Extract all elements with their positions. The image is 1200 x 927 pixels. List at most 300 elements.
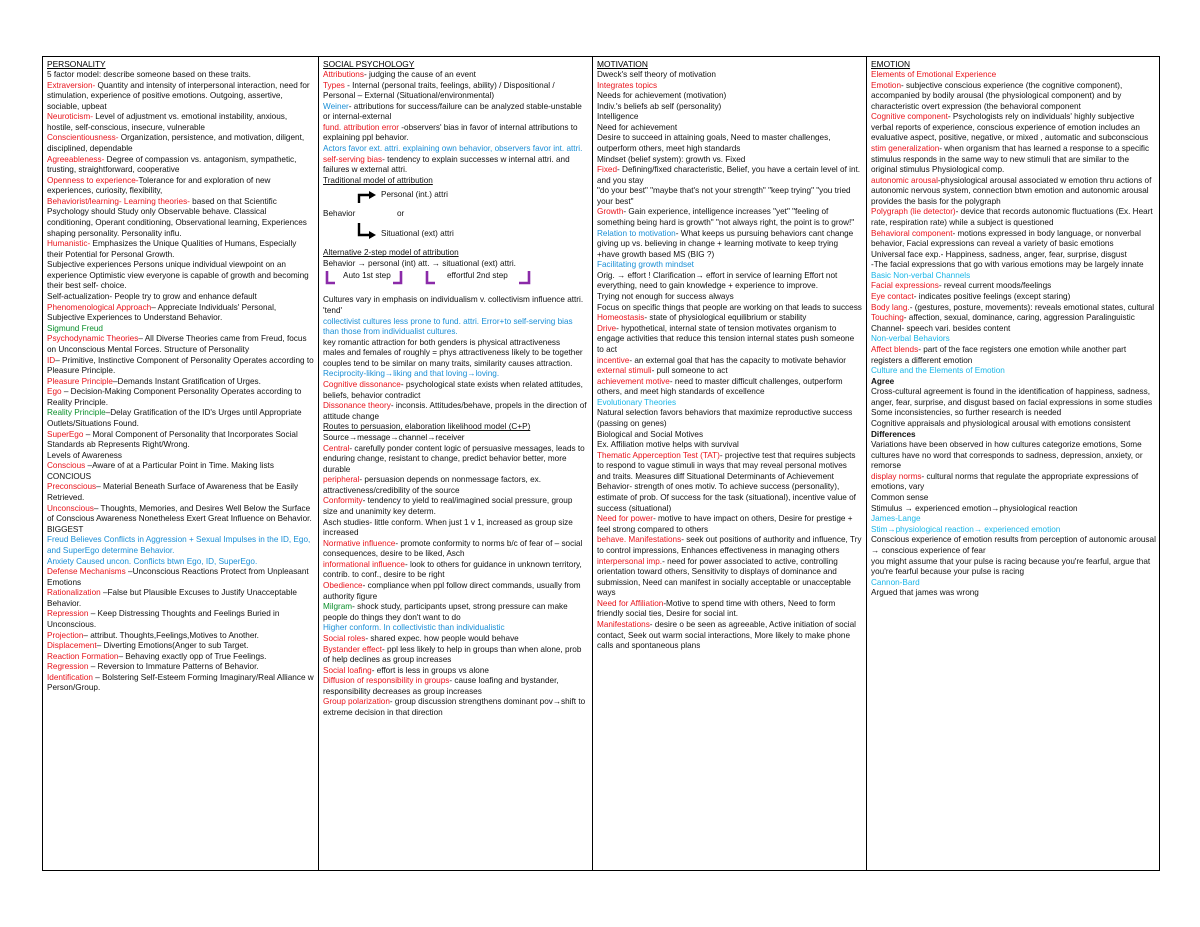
note-term: Actors favor ext. attri. explaining own behavior, observers favor int. attri. (323, 143, 583, 153)
note-term: Dissonance theory (323, 401, 391, 411)
note-text: -Motive to spend time with others, Need to form friendly social ties, Desire for social int. (597, 598, 836, 619)
note-line (323, 697, 588, 718)
note-line (47, 387, 314, 408)
note-term: Neuroticism- (47, 112, 93, 122)
note-line (597, 599, 862, 620)
note-line (47, 609, 314, 630)
note-line (323, 155, 588, 176)
note-text: - shock study, participants upset, strong pressure can make people do things they don't want to do (323, 602, 568, 622)
note-term: Eye contact (871, 292, 914, 302)
note-line (871, 70, 1157, 81)
note-text: – Appreciate Individuals' Personal, Subjective Experiences to Understand Behavior. (47, 302, 277, 323)
note-term: Subjective experiences Persons unique individual viewpoint on an experience Optimistic view everyone is capable of growth and becoming their best self- choice. (47, 260, 309, 291)
note-term: Traditional model of attribution (323, 175, 433, 185)
note-term: Cognitive component (871, 112, 948, 122)
column-title: PERSONALITY (47, 59, 106, 69)
note-term: Ex. Affiliation motive helps with survival (597, 440, 739, 450)
note-term: Reciprocity-liking→liking and that loving→loving. (323, 369, 500, 379)
note-term: Ego (47, 387, 62, 397)
step-1-label: Auto 1st step (343, 271, 391, 281)
note-line (323, 581, 588, 602)
note-line (47, 260, 314, 292)
note-line (871, 377, 1157, 388)
note-line (47, 70, 314, 81)
note-text: -physiological arousal associated w emotion thru actions of autonomic nervous system, connection btwn emotion and autonomic arousal provides the basis for the polygraph (871, 175, 1152, 206)
note-text: - device that records autonomic fluctuations (Ex. Heart rate, respiration rate) while a subject is questioned (871, 207, 1153, 228)
note-term: Obedience (323, 581, 363, 591)
note-term: peripheral (323, 475, 360, 485)
note-text: - cultural norms that regulate the appropriate expressions of emotions, vary (871, 471, 1139, 492)
note-line (323, 401, 588, 422)
note-term: Integrates topics (597, 80, 658, 90)
note-line (597, 408, 862, 429)
or-label: or (397, 209, 405, 219)
note-term: Cannon-Bard (871, 577, 920, 587)
note-term: Regression (47, 662, 89, 672)
note-term: Agreeableness- (47, 154, 105, 164)
note-term: Some inconsistencies, so further research is needed (871, 408, 1062, 418)
note-line (597, 451, 862, 514)
note-term: Conformity (323, 496, 363, 506)
note-text: - motions expressed in body language, or nonverbal behavior, Facial expressions can reveal a variety of basic emotions (871, 228, 1141, 249)
note-line (323, 496, 588, 517)
note-line (47, 673, 314, 694)
step-2-label: effortful 2nd step (447, 271, 508, 281)
note-line (47, 557, 314, 568)
note-term: Focus on specific things that people are working on that leads to success (597, 302, 862, 312)
note-term: Extraversion- (47, 80, 96, 90)
note-text: - Internal (personal traits, feelings, ability) / Dispositional / Personal – External (Situational/environmental) (323, 80, 555, 101)
note-term: Intelligence (597, 112, 639, 122)
note-line (323, 102, 588, 123)
note-term: Homeostasis (597, 313, 645, 323)
note-text: – Diverting Emotions(Anger to sub Target. (96, 641, 249, 651)
note-text: - need for power associated to active, controlling orientation toward others, Sensitivity to displays of dominance and submission, Need can manifest in socially acceptable or unacceptable ways (597, 556, 851, 598)
note-line (597, 557, 862, 599)
note-line (871, 176, 1157, 208)
note-line (871, 281, 1157, 292)
note-text: - subjective conscious experience (the cognitive component), accompanied by bodily arousal (the physiological component) and by characteristic overt expression (the behavioral component (871, 80, 1123, 111)
note-line (871, 430, 1157, 441)
note-term: Self-actualization- People try to grow and enhance default (47, 292, 257, 302)
note-line (47, 176, 314, 197)
note-line (871, 557, 1157, 578)
note-term: Behaviorist/learning- Learning theories- (47, 196, 190, 206)
note-term: Orig. → effort ! Clarification→ effort in service of learning Effort not everything, need to gain knowledge + experience to improve. (597, 270, 838, 291)
note-line (47, 133, 314, 154)
note-line (47, 377, 314, 388)
note-term: Humanistic- (47, 239, 91, 249)
note-term: Cognitive dissonance (323, 380, 401, 390)
column-body (47, 70, 314, 694)
note-term: Sigmund Freud (47, 323, 103, 333)
note-line (47, 504, 314, 536)
note-term: Pleasure Principle (47, 376, 113, 386)
note-line (323, 444, 588, 476)
note-text: - ppl less likely to help in groups than when alone, prob of help declines as group increases (323, 644, 582, 665)
note-term: Normative influence (323, 538, 396, 548)
note-line (597, 620, 862, 652)
note-term: Evolutionary Theories (597, 397, 677, 407)
note-term: Weiner (323, 101, 349, 111)
note-term: Cognitive appraisals and physiological arousal with emotions consistent (871, 419, 1131, 428)
note-text: - motive to have impact on others, Desire for prestige + feel strong compared to others (597, 514, 853, 534)
note-text: - desire o be seen as agreeable, Active initiation of social contact, Seek out warm social interactions, More likely to make phone calls and spontaneous plans (597, 619, 856, 651)
note-line (871, 303, 1157, 314)
note-term: Routes to persuasion, elaboration likelihood model (C+P) (323, 422, 531, 432)
note-text: – All Diverse Theories came from Freud, focus on Unconscious Mental Forces. Structure of Personality (47, 334, 307, 354)
note-line (47, 662, 314, 673)
note-line (323, 317, 588, 338)
column-personality (43, 57, 319, 870)
note-line (597, 155, 862, 166)
note-line (597, 398, 862, 409)
note-line (47, 567, 314, 588)
note-term: external stimuli (597, 366, 652, 376)
note-line (871, 271, 1157, 282)
note-text: - compliance when ppl follow direct commands, usually from authority figure (323, 581, 581, 601)
note-term: Need for achievement (597, 122, 678, 132)
note-line (597, 313, 862, 324)
note-term: achievement motive (597, 376, 670, 386)
note-line (871, 229, 1157, 250)
note-line (323, 369, 588, 380)
note-line (47, 535, 314, 556)
note-text: - part of the face registers one emotion while another part registers a different emotion (871, 344, 1127, 365)
note-term: Needs for achievement (motivation) (597, 91, 727, 101)
note-line (323, 338, 588, 349)
note-line (47, 155, 314, 176)
note-term: collectivist cultures less prone to fund. attri. Error+to self-serving bias than those from individualist cultures. (323, 316, 573, 337)
note-line (871, 260, 1157, 271)
note-line (871, 472, 1157, 493)
note-text: - look to others for guidance in unknown territory, contrib. to conf., desire to be right (323, 559, 582, 580)
note-line (47, 451, 314, 462)
note-line (597, 514, 862, 535)
note-line (47, 356, 314, 377)
note-term: key romantic attraction for both genders is physical attractiveness (323, 337, 561, 347)
note-text: - affection, sexual, dominance, caring, aggression Paralinguistic Channel- speech vari. besides content (871, 313, 1135, 333)
note-text: - hypothetical, internal state of tension motivates organism to engage activities that reduce this tension internal states push someone to act (597, 323, 855, 354)
note-term: "do your best" "maybe that's not your strength" "keep trying" "you tried your best" (597, 186, 851, 206)
note-text: - shared expec. how people would behave (365, 633, 519, 643)
column-title: EMOTION (871, 59, 911, 69)
note-term: Biological and Social Motives (597, 429, 704, 439)
note-text: – Primitive, Instinctive Component of Personality Operates according to Pleasure Principle. (47, 355, 314, 376)
note-line (871, 578, 1157, 589)
note-line (871, 207, 1157, 228)
note-text: - an external goal that has the capacity to motivate behavior (629, 355, 846, 365)
note-term: Emotion (871, 80, 902, 90)
note-term: Reality Principle (47, 408, 106, 418)
note-text: – Bolstering Self-Esteem Forming Imaginary/Real Alliance w Person/Group. (47, 672, 314, 693)
note-term: Variations have been observed in how cultures categorize emotions, Some cultures have no word that corresponds to sadness, depression, anxiety, or remorse (871, 440, 1143, 471)
note-line (323, 634, 588, 645)
note-line (597, 271, 862, 292)
note-text: –Unconscious Reactions Protect from Unpleasant Emotions (47, 567, 309, 587)
note-line (597, 133, 862, 154)
note-line (323, 123, 588, 144)
note-term: Asch studies- little conform. When just 1 v 1, increased as group size increased (323, 517, 573, 538)
note-line (323, 539, 588, 560)
note-term: Milgram (323, 602, 353, 612)
note-term: Cultures vary in emphasis on individualism v. collectivism influence attri. 'tend' (323, 295, 584, 316)
note-text: - when organism that has learned a response to a specific stimulus responds in the same way to new stimuli that are similar to the original stimulus Physiological comp. (871, 143, 1150, 175)
note-term: self-serving bias (323, 154, 383, 164)
note-line (323, 676, 588, 697)
note-term: Central (323, 443, 350, 453)
note-line (47, 652, 314, 663)
note-line (323, 623, 588, 634)
note-term: Drive (597, 323, 617, 333)
note-line (47, 461, 314, 482)
note-term: Bystander effect (323, 644, 383, 654)
note-line (871, 144, 1157, 176)
cheat-sheet (42, 56, 1160, 871)
note-term: Natural selection favors behaviors that maximize reproductive success (passing on genes) (597, 408, 853, 428)
column-body-continued (323, 295, 588, 718)
attribution-diagram (323, 187, 588, 247)
note-term: Reaction Formation (47, 651, 119, 661)
note-term: Source→message→channel→receiver (323, 432, 465, 442)
note-term: informational influence (323, 559, 405, 569)
note-term: Affect blends (871, 344, 919, 354)
note-text: - promote conformity to norms b/c of fear of – social consequences, desire to be liked, Asch (323, 538, 583, 559)
note-term: Diffusion of responsibility in groups (323, 676, 450, 686)
note-term: Need for power (597, 514, 653, 524)
note-line (871, 345, 1157, 366)
note-text: - judging the cause of an event (363, 69, 476, 79)
note-text: –Aware of at a Particular Point in Time. Making lists CONCIOUS (47, 461, 274, 481)
note-text: - tendency to explain successes w internal attri. and failures w external attri. (323, 154, 570, 175)
note-line (871, 313, 1157, 334)
note-term: stim generalization (871, 143, 940, 153)
note-text: Level of adjustment vs. emotional instability, anxious, hostile, self-conscious, insecure, vulnerable (47, 112, 288, 132)
note-term: Displacement (47, 641, 97, 651)
note-term: Types (323, 80, 345, 90)
note-line (323, 475, 588, 496)
note-line (47, 408, 314, 429)
note-line (323, 602, 588, 623)
note-line (597, 377, 862, 398)
note-term: Thematic Apperception Test (TAT) (597, 450, 720, 460)
note-term: 5 factor model: describe someone based on these traits. (47, 69, 251, 79)
alternative-model-title: Alternative 2-step model of attribution (323, 248, 459, 258)
note-text: - pull someone to act (651, 366, 728, 376)
note-text: - need to master difficult challenges, outperform others, and meet high standards of excellence (597, 376, 843, 397)
note-term: Body lang. (871, 302, 910, 312)
note-term: Agree (871, 376, 895, 386)
note-line (597, 81, 862, 92)
note-text: Emphasizes the Unique Qualities of Humans, Especially their Potential for Personal Growth. (47, 239, 297, 259)
note-text: - indicates positive feelings (except staring) (913, 292, 1071, 302)
note-text: - (gestures, posture, movements): reveals emotional states, cultural (909, 302, 1155, 312)
note-line (871, 387, 1157, 408)
note-line (323, 176, 588, 187)
note-line (323, 144, 588, 155)
note-text: Organization, persistence, and motivation, diligent, disciplined, dependable (47, 133, 305, 153)
note-term: Group polarization (323, 697, 390, 707)
note-text: Quantity and intensity of interpersonal interaction, need for stimulation, experience of positive emotions. Outgoing, assertive, sociable, upbeat (47, 80, 310, 111)
note-line (323, 645, 588, 666)
note-line (323, 380, 588, 401)
note-line (47, 197, 314, 239)
note-term: Anxiety Caused uncon. Conflicts btwn Ego, ID, SuperEgo. (47, 556, 258, 566)
note-line (323, 666, 588, 677)
note-line (597, 356, 862, 367)
note-line (597, 292, 862, 303)
note-line (47, 324, 314, 335)
note-term: display norms (871, 471, 922, 481)
note-term: couples tend to be similar on many traits, similarity causes attraction. (323, 358, 573, 368)
note-term: Social loafing (323, 665, 372, 675)
note-term: Freud Believes Conflicts in Aggression + Sexual Impulses in the ID, Ego, and SuperEgo determine Behavior. (47, 535, 311, 555)
note-text: - persuasion depends on nonmessage factors, ex. attractiveness/credibility of the source (323, 475, 542, 495)
note-term: Conscious (47, 461, 86, 471)
note-line (597, 70, 862, 81)
note-line (871, 588, 1157, 599)
note-text: - cause loafing and bystander, responsibility decreases as group increases (323, 676, 559, 696)
note-term: Indiv.'s beliefs ab self (personality) (597, 101, 722, 111)
note-term: Facilitating growth mindset (597, 260, 694, 270)
note-term: Polygraph (lie detector) (871, 207, 956, 217)
note-line (597, 440, 862, 451)
note-line (597, 186, 862, 207)
note-line (871, 440, 1157, 472)
note-term: Attributions (323, 69, 364, 79)
note-text: based on that Scientific Psychology should Study only Observable behave. Classical conditioning, Operant conditioning, Observational learning, Experiences shaping personality. Personality influ. (47, 196, 307, 238)
note-text: - state of physiological equilibrium or stability (644, 313, 807, 323)
note-line (597, 207, 862, 228)
note-line (871, 419, 1157, 430)
note-term: fund. attribution error (323, 122, 400, 132)
note-line (47, 303, 314, 324)
note-term: Facial expressions (871, 281, 939, 291)
note-term: Social roles (323, 633, 366, 643)
note-term: Rationalization (47, 588, 101, 598)
note-text: - psychological state exists when related attitudes, beliefs, behavior contradict (323, 380, 583, 400)
note-line (47, 81, 314, 113)
note-line (871, 334, 1157, 345)
note-term: Conscientiousness- (47, 133, 119, 143)
note-line (323, 518, 588, 539)
note-term: James-Lange (871, 514, 921, 524)
note-text: - What keeps us pursuing behaviors cant change giving up vs. believing in change + learning motivate to keep trying +have growth based MS (BIG ?) (597, 228, 854, 259)
note-term: Dweck's self theory of motivation (597, 69, 716, 79)
note-line (597, 91, 862, 102)
note-text: -observers' bias in favor of internal attributions to explaining ppl behavior. (323, 122, 578, 143)
note-text: - reveal current moods/feelings (938, 281, 1052, 291)
note-line (597, 102, 862, 113)
note-line (871, 408, 1157, 419)
note-term: Need for Affiliation (597, 598, 664, 608)
note-term: Trying not enough for success always (597, 292, 734, 302)
column-body (323, 70, 588, 186)
note-term: Phenomenological Approach (47, 302, 152, 312)
note-line (47, 430, 314, 451)
note-line (871, 250, 1157, 261)
note-line (871, 292, 1157, 303)
note-line (871, 112, 1157, 144)
note-line (597, 366, 862, 377)
note-text: –Delay Gratification of the ID's Urges until Appropriate Outlets/Situations Found. (47, 408, 302, 428)
note-text: - attributions for success/failure can be analyzed stable-unstable or internal-external (323, 101, 582, 122)
note-term: Projection (47, 630, 84, 640)
note-line (47, 588, 314, 609)
note-term: Higher conform. In collectivistic than individualistic (323, 623, 505, 633)
note-term: Touching (871, 313, 904, 323)
note-text: - Gain experience, intelligence increases "yet" "feeling of something being hard is growth" "not always right, the point is to grow!" (597, 207, 855, 228)
note-term: Stimulus → experienced emotion→physiological reaction (871, 503, 1078, 513)
column-motivation (593, 57, 867, 870)
note-term: Conscious experience of emotion results from perception of autonomic arousal → conscious experience of fear (871, 535, 1156, 555)
note-line (47, 641, 314, 652)
note-term: Preconscious (47, 482, 97, 492)
note-term: Culture and the Elements of Emotion (871, 366, 1005, 376)
note-term: Universal face exp.- Happiness, sadness, anger, fear, surprise, disgust (871, 249, 1127, 259)
note-line (47, 239, 314, 260)
personal-attribution-label: Personal (int.) attri (381, 190, 448, 200)
note-line (597, 324, 862, 356)
note-text: - inconsis. Attitudes/behave, propels in the direction of attitude change (323, 401, 587, 421)
note-line (323, 295, 588, 316)
note-term: Openness to experience- (47, 175, 139, 185)
note-line (597, 112, 862, 123)
column-title: SOCIAL PSYCHOLOGY (323, 59, 415, 69)
note-term: Defense Mechanisms (47, 567, 126, 577)
note-line (871, 525, 1157, 536)
note-line (47, 112, 314, 133)
alternative-model-line: Behavior → personal (int) att. → situational (ext) attri. (323, 258, 516, 268)
note-line (47, 292, 314, 303)
note-line (871, 535, 1157, 556)
column-title: MOTIVATION (597, 59, 648, 69)
note-line (47, 631, 314, 642)
note-term: males and females of roughly = phys attractiveness likely to be together (323, 348, 583, 358)
note-text: – Behaving exactly opp of True Feelings. (118, 651, 267, 661)
alternative-model-steps (323, 269, 588, 295)
note-term: autonomic arousal (871, 175, 938, 185)
note-text: - carefully ponder content logic of persuasive messages, leads to enduring change, resistant to change, predict behavior better, more durable (323, 443, 585, 474)
note-text: - Psychologists rely on individuals' highly subjective verbal reports of experience, conscious experience of emotion includes an evaluative aspect, positive, negative, or mixed , automatic and subconscious (871, 112, 1149, 143)
note-line (597, 229, 862, 261)
note-text: – Decision-Making Component Personality Operates according to Reality Principle. (47, 387, 302, 407)
column-body (597, 70, 862, 652)
note-text: - effort is less in groups vs alone (371, 665, 489, 675)
note-text: Tolerance for and exploration of new experiences, curiosity, flexibility, (47, 175, 271, 196)
note-line (871, 504, 1157, 515)
note-line (597, 430, 862, 441)
note-term: incentive (597, 355, 630, 365)
note-line (871, 514, 1157, 525)
note-line (871, 81, 1157, 113)
note-text: - tendency to yield to real/imagined social pressure, group size and unanimity key determ. (323, 496, 573, 516)
note-text: - group discussion strengthens dominant pov→shift to extreme decision in that direction (323, 697, 586, 717)
note-line (597, 535, 862, 556)
note-line (323, 70, 588, 81)
note-term: ID (47, 355, 56, 365)
note-term: Non-verbal Behaviors (871, 334, 950, 344)
note-text: Degree of compassion vs. antagonism, sympathetic, trusting, straightforward, cooperative (47, 154, 297, 175)
note-term: Repression (47, 609, 89, 619)
note-term: Cross-cultural agreement is found in the identification of happiness, sadness, anger, fear, surprise, and disgust based on facial expressions in some studies (871, 387, 1153, 407)
note-term: Common sense (871, 493, 929, 503)
note-line (47, 482, 314, 503)
note-term: Behavioral component (871, 228, 953, 238)
note-line (597, 123, 862, 134)
note-line (597, 260, 862, 271)
note-term: Argued that james was wrong (871, 588, 979, 598)
